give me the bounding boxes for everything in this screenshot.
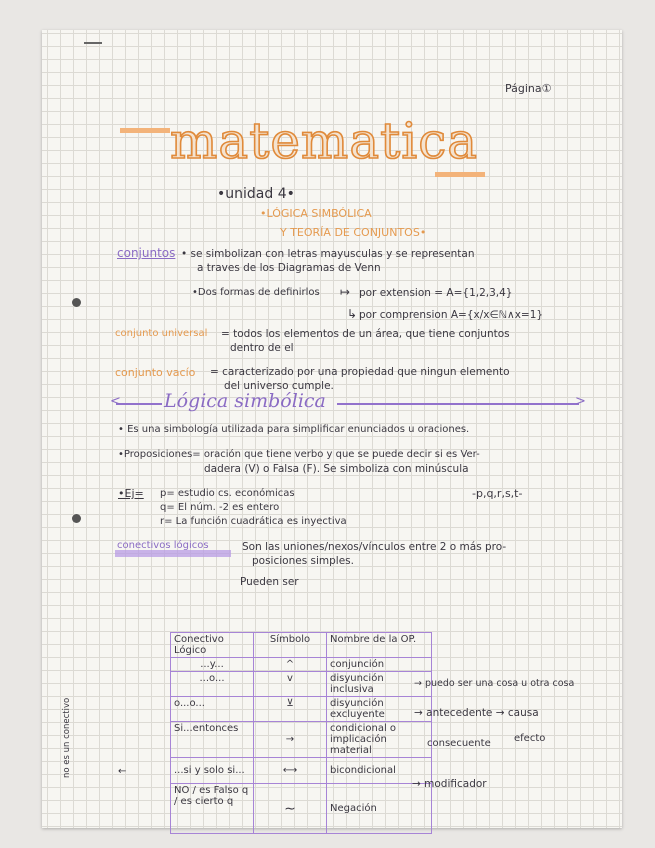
page-title: matematica <box>170 112 479 170</box>
conjuntos-comprension: por comprension A={x/x∈ℕ∧x=1} <box>359 309 544 321</box>
conjuntos-extension: por extension = A={1,2,3,4} <box>359 287 513 299</box>
binder-hole-top <box>72 298 81 307</box>
arrow-extension: ↦ <box>340 285 351 299</box>
example-r: r= La función cuadrática es inyectiva <box>160 516 347 527</box>
cell-conectivo: Si...entonces <box>171 722 254 758</box>
cell-simbolo: ⟷ <box>254 758 327 784</box>
vacio-def-line2: del universo cumple. <box>224 380 334 392</box>
subtitle-logic: •LÓGICA SIMBÓLICA <box>260 207 372 220</box>
cell-nombre: disyunción excluyente <box>327 697 432 722</box>
note-efecto: efecto <box>514 733 546 744</box>
connectives-table <box>170 632 432 834</box>
proposiciones-line2: dadera (V) o Falsa (F). Se simboliza con minúscula <box>204 463 469 475</box>
note-side-vertical: no es un conectivo <box>62 697 72 778</box>
note-disyuncion: → puedo ser una cosa u otra cosa <box>414 678 575 689</box>
example-label: •Ej= <box>118 487 144 500</box>
header-simbolo: Símbolo <box>254 633 327 658</box>
logica-definition: • Es una simbología utilizada para simplificar enunciados u oraciones. <box>118 424 470 435</box>
note-consecuente: consecuente <box>427 738 491 749</box>
conjuntos-def-line2: a traves de los Diagramas de Venn <box>197 262 381 274</box>
term-conjuntos: conjuntos <box>117 246 176 260</box>
arrow-to-no: ← <box>118 766 127 777</box>
subtitle-sets: Y TEORÍA DE CONJUNTOS• <box>280 226 427 239</box>
term-conectivos: conectivos lógicos <box>117 540 209 551</box>
universal-def-line1: = todos los elementos de un área, que tiene conjuntos <box>221 328 510 340</box>
cell-simbolo: ⊻ <box>254 697 327 722</box>
conectivos-def-line2: posiciones simples. <box>252 555 354 567</box>
heading-rule-left <box>116 403 162 405</box>
cell-nombre: disyunción inclusiva <box>327 672 432 697</box>
heading-rule-right <box>337 403 579 405</box>
cell-simbolo: ∼ <box>254 784 327 834</box>
unit-label: •unidad 4• <box>217 186 295 202</box>
cell-simbolo: → <box>254 722 327 758</box>
cell-conectivo: ...y... <box>171 658 254 672</box>
term-vacio: conjunto vacío <box>115 366 196 379</box>
conectivos-def-line1: Son las uniones/nexos/vínculos entre 2 o más pro- <box>242 541 507 553</box>
cell-nombre: condicional o implicación material <box>327 722 432 758</box>
vacio-def-line1: = caracterizado por una propiedad que ningun elemento <box>210 366 510 378</box>
conjuntos-def-line1: • se simbolizan con letras mayusculas y se representan <box>181 248 475 260</box>
cell-nombre: Negación <box>327 784 432 834</box>
arrow-right-head: > <box>575 394 586 409</box>
title-underline-left <box>120 128 170 133</box>
margin-mark <box>84 42 102 44</box>
table-row <box>171 722 432 758</box>
logica-heading: Lógica simbólica <box>164 390 326 412</box>
cell-simbolo: ^ <box>254 658 327 672</box>
notebook-page <box>42 30 622 828</box>
cell-conectivo: ...si y solo si... <box>171 758 254 784</box>
table-row <box>171 784 432 834</box>
cell-conectivo: o...o... <box>171 697 254 722</box>
cell-nombre: bicondicional <box>327 758 432 784</box>
pueden-ser: Pueden ser <box>240 576 299 588</box>
title-underline-right <box>435 172 485 177</box>
variable-list: -p,q,r,s,t- <box>472 487 523 500</box>
table-row <box>171 658 432 672</box>
binder-hole-bottom <box>72 514 81 523</box>
example-q: q= El núm. -2 es entero <box>160 502 280 513</box>
table-row <box>171 758 432 784</box>
proposiciones-line1: •Proposiciones= oración que tiene verbo y que se puede decir si es Ver- <box>118 449 480 460</box>
cell-conectivo: NO / es Falso q / es cierto q <box>171 784 254 834</box>
table-row <box>171 672 432 697</box>
page-number: Página① <box>505 82 552 95</box>
note-antecedente: → antecedente → causa <box>414 707 539 719</box>
table-header-row <box>171 633 432 658</box>
term-universal: conjunto universal <box>115 328 208 339</box>
note-modificador: → modificador <box>412 778 487 790</box>
arrow-left-head: < <box>110 394 121 409</box>
table-row <box>171 697 432 722</box>
conjuntos-formas: •Dos formas de definirlos <box>192 287 320 298</box>
arrow-comprension: ↳ <box>347 307 358 321</box>
cell-conectivo: ...o... <box>171 672 254 697</box>
cell-simbolo: v <box>254 672 327 697</box>
header-conectivo: Conectivo Lógico <box>171 633 254 658</box>
header-nombre: Nombre de la OP. <box>327 633 432 658</box>
cell-nombre: conjunción <box>327 658 432 672</box>
universal-def-line2: dentro de el <box>230 342 294 354</box>
example-p: p= estudio cs. económicas <box>160 488 295 499</box>
conectivos-highlight <box>115 550 231 557</box>
